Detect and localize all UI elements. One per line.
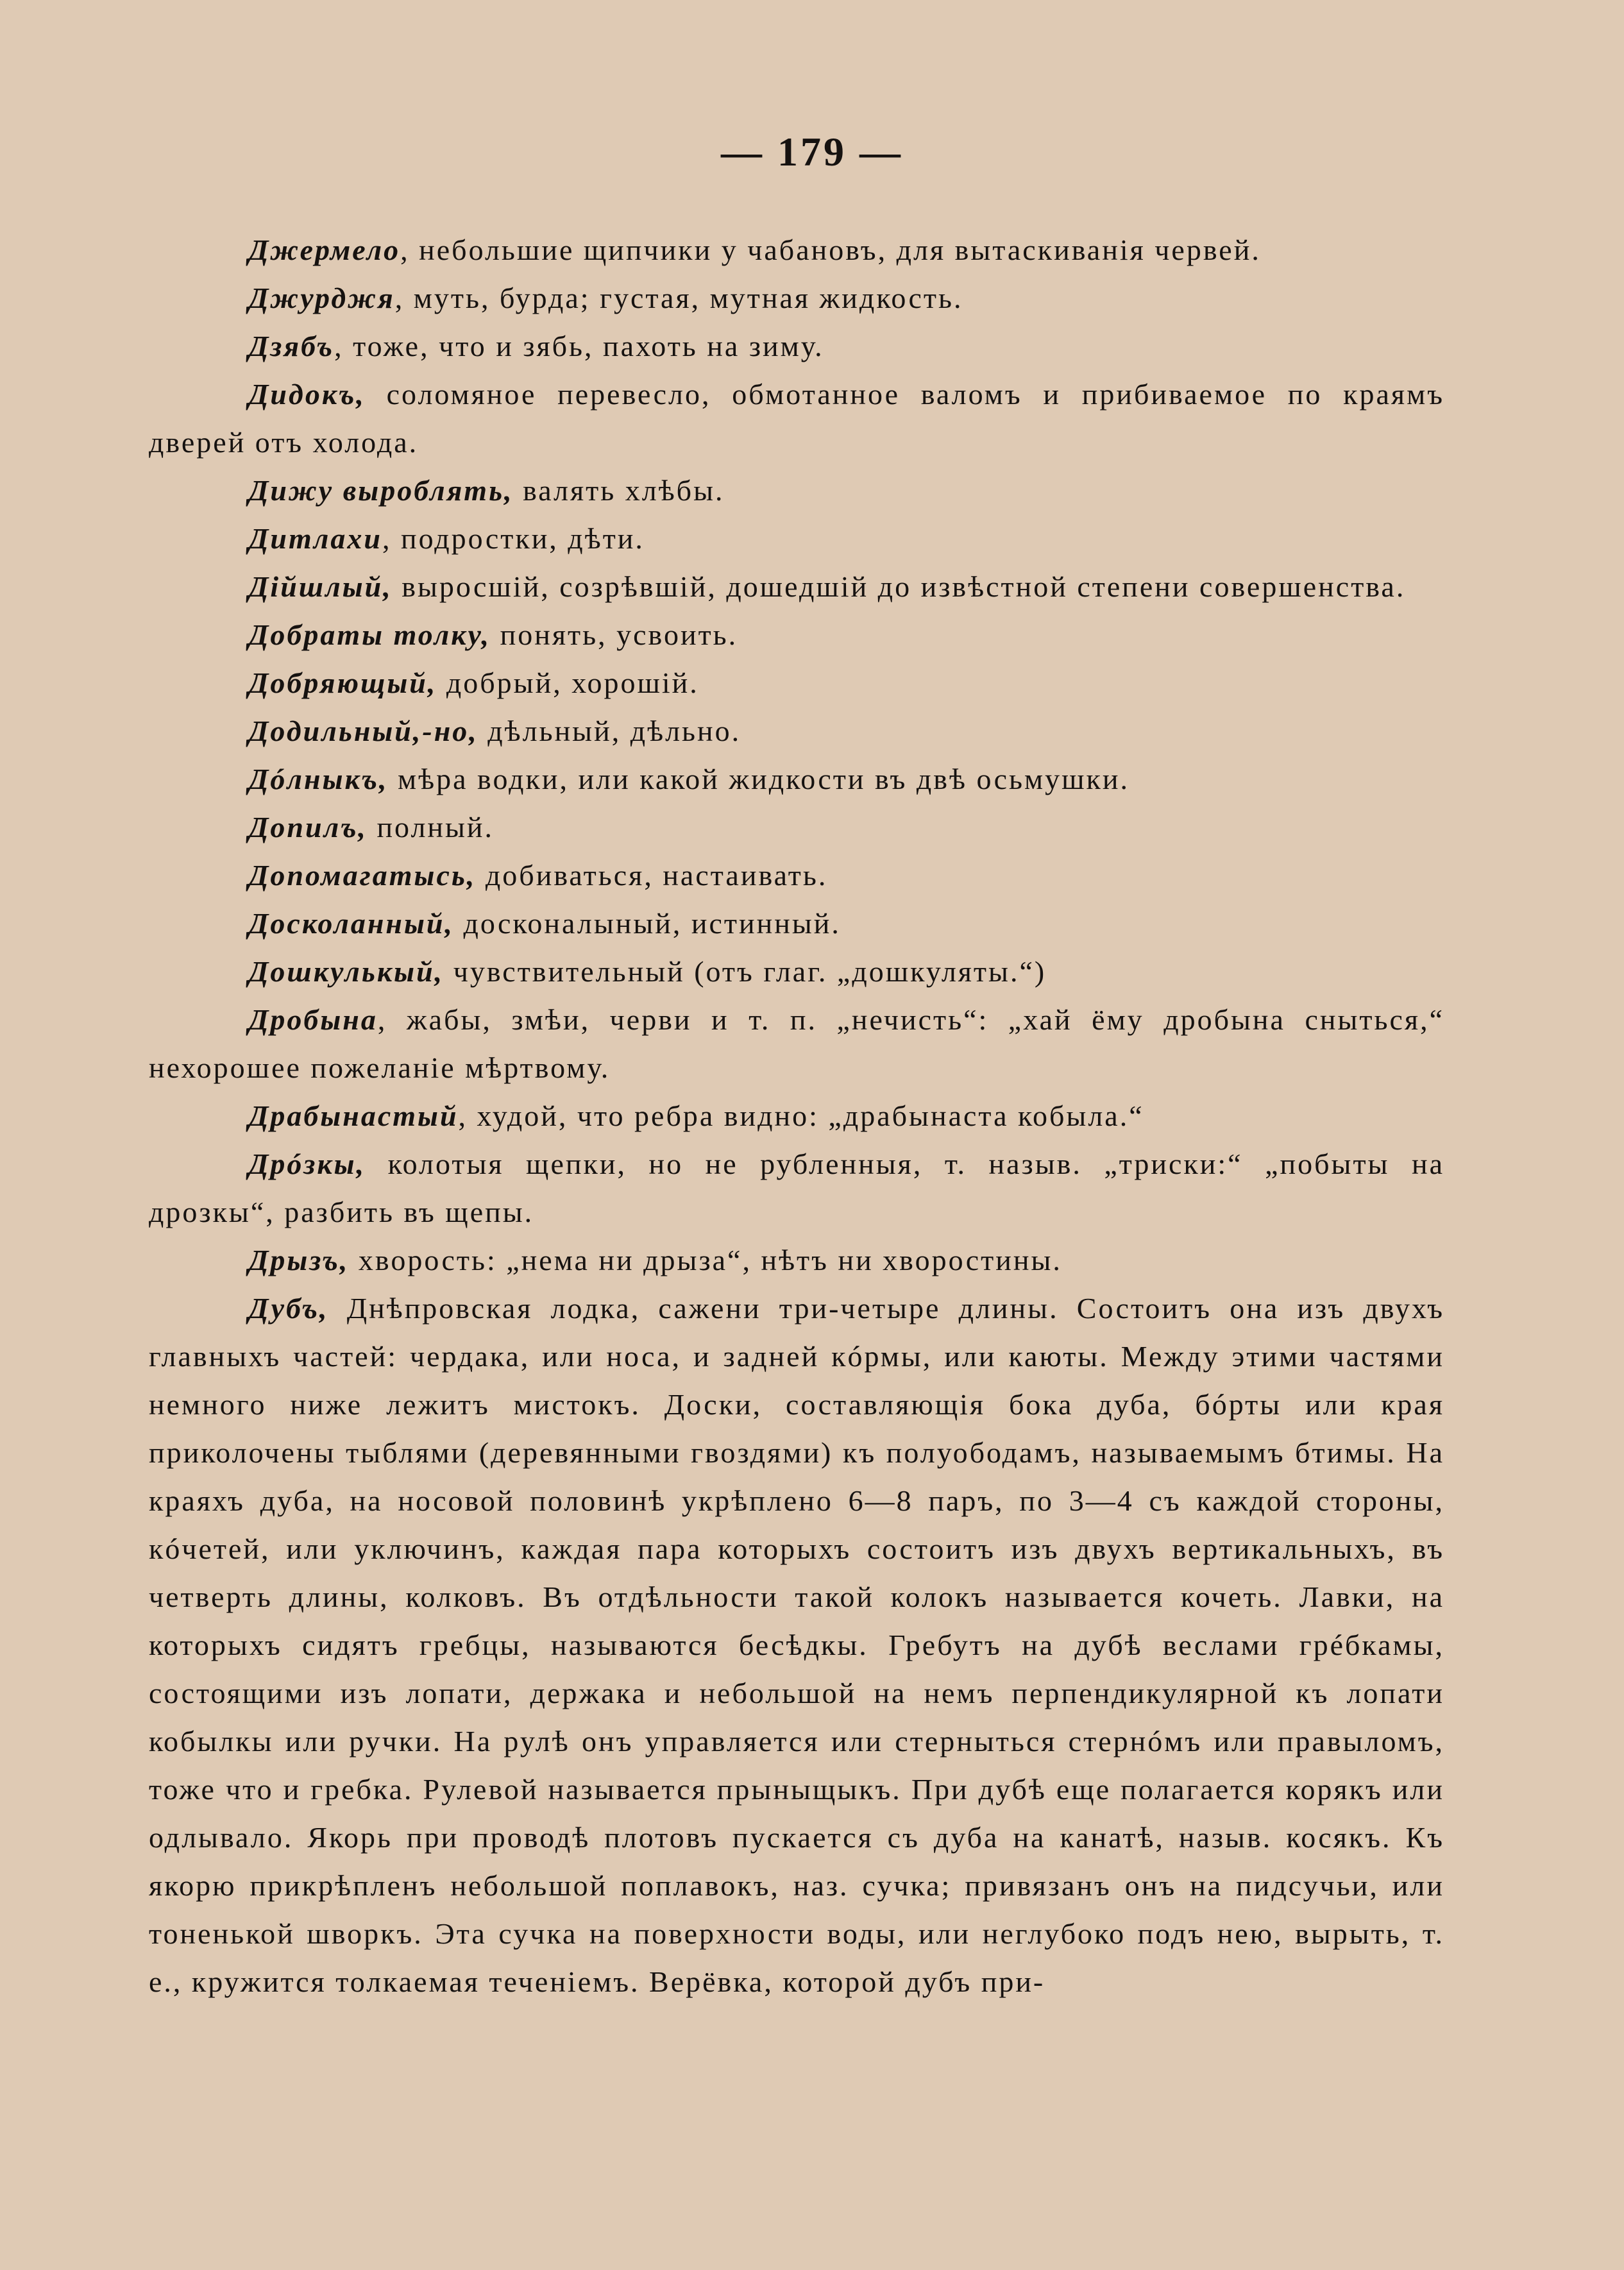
entry-ditlakhy — [149, 514, 1444, 563]
headword: Дóлныкъ, — [248, 763, 389, 795]
headword: Дійшлый, — [248, 570, 393, 603]
headword: Драбынастый — [248, 1099, 459, 1132]
entry-doshkulkyi — [149, 947, 1444, 995]
dictionary-entries — [149, 226, 1444, 2006]
definition: колотыя щепки, но не рубленныя, т. назыв. „триски:“ „побыты на дрозкы“, разбить въ щепы. — [149, 1148, 1444, 1228]
headword: Дрóзкы, — [248, 1148, 366, 1180]
entry-dodilnyi — [149, 707, 1444, 755]
headword: Дижу выроблять, — [248, 474, 514, 507]
headword: Дробына — [248, 1003, 378, 1036]
headword: Дзябъ — [248, 330, 335, 362]
definition: полный. — [367, 811, 495, 843]
definition: , худой, что ребра видно: „драбынаста кобыла.“ — [458, 1099, 1144, 1132]
entry-drabynastyi — [149, 1092, 1444, 1140]
entry-doskolannyi — [149, 899, 1444, 947]
entry-diyshlyi — [149, 563, 1444, 611]
entry-dolnyk — [149, 755, 1444, 803]
headword: Допилъ, — [248, 811, 368, 843]
entry-didok — [149, 370, 1444, 466]
headword: Джурджя — [248, 282, 395, 314]
definition: выросшій, созрѣвшій, дошедшій до извѣстной степени совершенства. — [392, 570, 1406, 603]
definition: добрый, хорошій. — [437, 666, 699, 699]
definition: чувствительный (отъ глаг. „дошкуляты.“) — [444, 955, 1047, 988]
headword: Джермело — [248, 233, 401, 266]
entry-dopomahatys — [149, 851, 1444, 899]
headword: Додильный,-но, — [248, 715, 478, 747]
entry-dizhu-vyroblyaty — [149, 466, 1444, 514]
entry-dzhermelo — [149, 226, 1444, 274]
entry-dobryayushchyi — [149, 659, 1444, 707]
definition: , небольшие щипчики у чабановъ, для вытаскиванія червей. — [400, 233, 1261, 266]
definition: валять хлѣбы. — [513, 474, 725, 507]
definition: соломяное перевесло, обмотанное валомъ и прибиваемое по краямъ дверей отъ холода. — [149, 378, 1444, 459]
entry-dopil — [149, 803, 1444, 851]
definition: досконалыный, истинный. — [453, 907, 841, 940]
entry-dzyab — [149, 322, 1444, 370]
headword: Добраты толку, — [248, 618, 491, 651]
headword: Дошкулькый, — [248, 955, 444, 988]
headword: Дитлахи — [248, 522, 382, 555]
entry-dryz — [149, 1236, 1444, 1284]
definition: понять, усвоить. — [491, 618, 738, 651]
headword: Добряющый, — [248, 666, 437, 699]
definition: мѣра водки, или какой жидкости въ двѣ осьмушки. — [388, 763, 1129, 795]
entry-drozky — [149, 1140, 1444, 1236]
definition: добиваться, настаивать. — [476, 859, 828, 892]
headword: Досколанный, — [248, 907, 454, 940]
definition: хворость: „нема ни дрыза“, нѣтъ ни хворостины. — [349, 1244, 1062, 1276]
entry-dobraty-tolku — [149, 611, 1444, 659]
entry-dub — [149, 1284, 1444, 2006]
definition: дѣльный, дѣльно. — [478, 715, 741, 747]
headword: Допомагатысь, — [248, 859, 477, 892]
page-number: — 179 — — [721, 129, 903, 174]
definition: , жабы, змѣи, черви и т. п. „нечисть“: „хай ёму дробына сныться,“ нехорошее пожеланіе мѣртвому. — [149, 1003, 1444, 1084]
headword: Дидокъ, — [248, 378, 366, 411]
definition: , муть, бурда; густая, мутная жидкость. — [394, 282, 963, 314]
headword: Дрызъ, — [248, 1244, 350, 1276]
entry-drobyna — [149, 995, 1444, 1092]
definition: Днѣпровская лодка, сажени три-четыре длины. Состоитъ она изъ двухъ главныхъ частей: чердака, или носа, и задней кóрмы, или каюты. Между этими частями немного ниже лежитъ мистокъ. Доски, составляющія бока дуба, бóрты или края приколочены тыблями (деревянными гвоздями) къ полуободамъ, называемымъ бтимы. На краяхъ дуба, на носовой половинѣ укрѣплено 6—8 паръ, по 3—4 съ каждой стороны, кóчетей, или уключинъ, каждая пара которыхъ состоитъ изъ двухъ вертикальныхъ, въ четверть длины, колковъ. Въ отдѣльности такой колокъ называется кочеть. Лавки, на которыхъ сидятъ гребцы, называются бесѣдкы. Гребутъ на дубѣ веслами грéбкамы, состоящими изъ лопати, держака и небольшой на немъ перпендикулярной къ лопати кобылкы или ручки. На рулѣ онъ управляется или стерныться стернóмъ или правыломъ, тоже что и гребка. Рулевой называется прыныщыкъ. При дубѣ еще полагается корякъ или одлывало. Якорь при проводѣ плотовъ пускается съ дуба на канатѣ, назыв. косякъ. Къ якорю прикрѣпленъ небольшой поплавокъ, наз. сучка; привязанъ онъ на пидсучьи, или тоненькой шворкъ. Эта сучка на поверхности воды, или неглубоко подъ нею, вырыть, т. е., кружится толкаемая теченіемъ. Верёвка, которой дубъ при- — [149, 1292, 1444, 1998]
headword: Дубъ, — [248, 1292, 329, 1325]
definition: , тоже, что и зябь, пахоть на зиму. — [334, 330, 824, 362]
entry-dzhurdzhya — [149, 274, 1444, 322]
definition: , подростки, дѣти. — [382, 522, 645, 555]
